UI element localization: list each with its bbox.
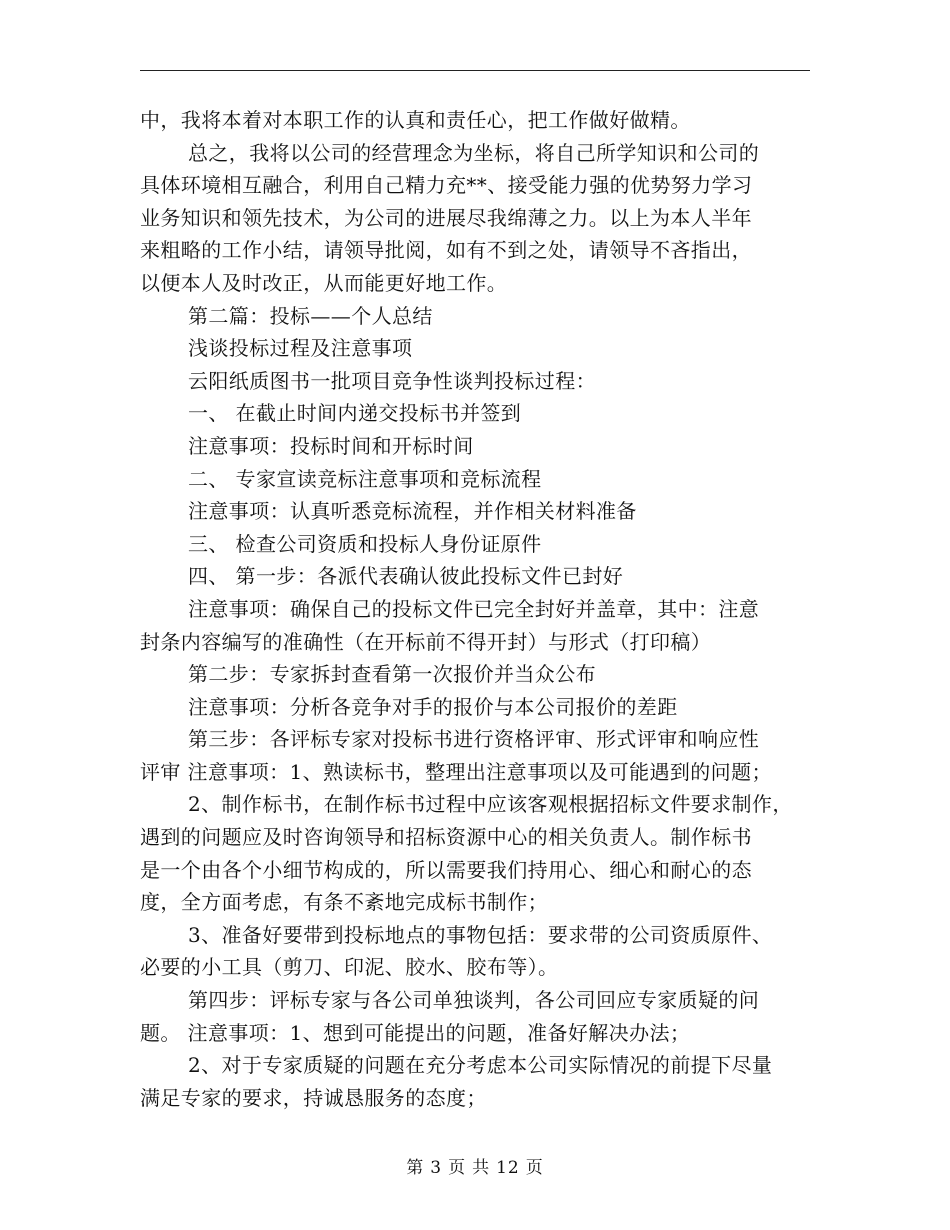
text-line: 2、制作标书，在制作标书过程中应该客观根据招标文件要求制作， [188, 792, 793, 817]
footer-suffix: 页 [525, 1158, 544, 1178]
text-line: 必要的小工具（剪刀、印泥、胶水、胶布等）。 [140, 955, 559, 980]
text-line: 是一个由各个小细节构成的，所以需要我们持用心、细心和耐心的态 [140, 857, 752, 882]
text-line: 一、 在截止时间内递交投标书并签到 [188, 401, 522, 426]
text-line: 第三步：各评标专家对投标书进行资格评审、形式评审和响应性 [188, 727, 760, 752]
text-line: 具体环境相互融合，利用自己精力充**、接受能力强的优势努力学习 [140, 173, 753, 198]
footer-total-pages: 12 [496, 1158, 520, 1178]
footer-total-word: 共 [472, 1158, 491, 1178]
text-line: 浅谈投标过程及注意事项 [188, 336, 413, 361]
text-line: 3、准备好要带到投标地点的事物包括：要求带的公司资质原件、 [188, 922, 773, 947]
text-line: 注意事项：投标时间和开标时间 [188, 433, 474, 458]
text-line: 满足专家的要求，持诚恳服务的态度； [140, 1085, 487, 1110]
text-line: 评审 注意事项：1、熟读标书，整理出注意事项以及可能遇到的问题； [140, 759, 772, 784]
text-line: 中，我将本着对本职工作的认真和责任心，把工作做好做精。 [140, 108, 691, 132]
footer-page-word: 页 [448, 1158, 467, 1178]
text-line: 二、 专家宣读竞标注意事项和竞标流程 [188, 466, 542, 491]
text-line: 注意事项：分析各竞争对手的报价与本公司报价的差距 [188, 694, 678, 719]
text-line: 注意事项：认真听悉竞标流程，并作相关材料准备 [188, 499, 637, 524]
text-line: 第二步：专家拆封查看第一次报价并当众公布 [188, 662, 596, 687]
text-line: 注意事项：确保自己的投标文件已完全封好并盖章，其中：注意 [188, 596, 760, 621]
text-line: 第二篇：投标——个人总结 [188, 303, 433, 328]
text-line: 度，全方面考虑，有条不紊地完成标书制作； [140, 890, 548, 915]
footer-current-page: 3 [430, 1158, 443, 1178]
document-body [140, 104, 812, 1114]
text-line: 四、 第一步：各派代表确认彼此投标文件已封好 [188, 564, 624, 589]
text-line: 来粗略的工作小结，请领导批阅，如有不到之处，请领导不吝指出， [140, 238, 752, 263]
text-line: 业务知识和领先技术，为公司的进展尽我绵薄之力。以上为本人半年 [140, 205, 752, 230]
text-line: 三、 检查公司资质和投标人身份证原件 [188, 531, 542, 556]
footer-prefix: 第 [406, 1158, 425, 1178]
text-line: 第四步：评标专家与各公司单独谈判，各公司回应专家质疑的问 [188, 988, 760, 1013]
text-line: 遇到的问题应及时咨询领导和招标资源中心的相关负责人。制作标书 [140, 825, 752, 850]
text-line: 2、对于专家质疑的问题在充分考虑本公司实际情况的前提下尽量 [188, 1053, 773, 1078]
header-rule [140, 70, 810, 71]
text-line: 云阳纸质图书一批项目竞争性谈判投标过程： [188, 368, 596, 393]
text-line: 以便本人及时改正，从而能更好地工作。 [140, 270, 508, 295]
text-line: 题。 注意事项：1、想到可能提出的问题，准备好解决办法； [140, 1020, 691, 1045]
text-line: 总之，我将以公司的经营理念为坐标，将自己所学知识和公司的 [188, 140, 760, 165]
page-footer [0, 1153, 950, 1178]
text-line: 封条内容编写的准确性（在开标前不得开封）与形式（打印稿） [140, 629, 712, 654]
